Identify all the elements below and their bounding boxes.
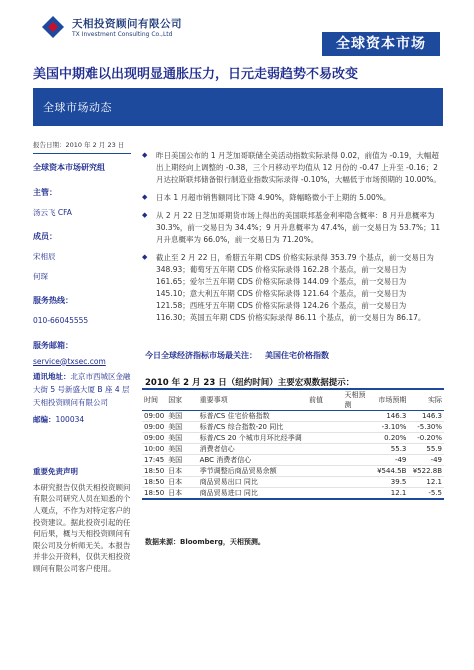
column-header: 市场预期 [378, 396, 407, 404]
table-row [142, 444, 444, 455]
news-bullet: ◆ 从 2 月 22 日芝加哥期货市场上得出的美国联邦基金利率隐含概率：8 月升息概率为 30.3%，前一交易日为 34.4%；9 月升息概率为 47.4%，前一交易日为 53.7%；11 月升息概率为 66.0%，前一交易日为 71.20%。 [142, 210, 442, 246]
cell-time: 18:50 [144, 467, 165, 475]
cell-previous [307, 488, 342, 500]
cell-event: 标普/CS 综合指数-20 同比 [198, 422, 307, 433]
email-link[interactable]: service@txsec.com [33, 356, 106, 366]
report-headline: 美国中期难以出现明显通胀压力，日元走弱趋势不易改变 [33, 67, 359, 82]
cell-event: 消费者信心 [198, 444, 307, 455]
news-bullet: ◆ 日本 1 月超市销售额同比下降 4.90%，降幅略微小于上期的 5.00%。 [142, 192, 442, 204]
column-header: 天相预测 [344, 391, 366, 409]
table-row [142, 488, 444, 500]
lead-label: 主管： [33, 188, 57, 197]
cell-previous [307, 444, 342, 455]
cell-actual: -5.5 [408, 488, 444, 500]
cell-expected: 146.3 [373, 411, 409, 422]
table-row [142, 477, 444, 488]
table-row [142, 422, 444, 433]
hotline-label: 服务热线： [33, 296, 73, 306]
section-title: 全球市场动态 [43, 101, 112, 114]
cell-time: 09:00 [144, 412, 165, 420]
sidebar [33, 140, 131, 600]
key-indicator-value: 美国住宅价格指数 [265, 351, 329, 360]
cell-country: 美国 [166, 411, 197, 422]
column-header: 实际 [428, 396, 442, 404]
cell-expected: 12.1 [373, 488, 409, 500]
research-group: 全球资本市场研究组 [33, 163, 105, 172]
cell-forecast [342, 444, 372, 455]
cell-actual: -5.30% [408, 422, 444, 433]
cell-time: 18:50 [144, 478, 165, 486]
cell-actual: 146.3 [408, 411, 444, 422]
section-bar [33, 88, 443, 126]
cell-country: 美国 [166, 444, 197, 455]
cell-country: 美国 [166, 433, 197, 444]
column-header: 国家 [168, 396, 183, 404]
cell-time: 10:00 [144, 445, 165, 453]
cell-country: 日本 [166, 466, 197, 477]
zip-label: 邮编： [33, 414, 56, 424]
cell-time: 09:00 [144, 423, 165, 431]
column-header: 时间 [144, 396, 158, 404]
data-source-note: 数据来源：Bloomberg，天相预测。 [145, 538, 265, 546]
cell-forecast [342, 422, 372, 433]
main-content [142, 150, 442, 330]
email-label: 服务邮箱： [33, 340, 73, 350]
table-row [142, 433, 444, 444]
company-logo-icon [40, 14, 66, 40]
cell-event: 标普/CS 20 个城市月环比经季调 [198, 433, 307, 444]
cell-previous [307, 411, 342, 422]
news-bullet: ◆ 截止至 2 月 22 日，希腊五年期 CDS 价格实际录得 353.79 个基点，前一交易日为 348.93；葡萄牙五年期 CDS 价格实际录得 162.28 个基点，前一交易日为 161.65；爱尔兰五年期 CDS 价格实际录得 144.09 个基点，前一交易日为 145.10；意大利五年期 CDS 价格实际录得 121.64 个基点，前一交易日为 121.58；西班牙五年期 CDS 价格实际录得 124.26 个基点，前一交易日为 116.30；英国五年期 CDS 价格实际录得 86.11 个基点，前一交易日为 86.17。 [142, 252, 442, 324]
table-row [142, 411, 444, 422]
cell-previous [307, 433, 342, 444]
report-category-banner: 全球资本市场 [322, 32, 440, 56]
column-header: 前值 [309, 396, 324, 404]
disclaimer-text: 本研究报告仅供天相投资顾问有限公司研究人员在知悉的个人观点，不作为对特定客户的投资建议。据此投资引起的任何后果，概与天相投资顾问有限公司及分析师无关。本报告并非公开资料，仅供天相投资顾问有限公司客户使用。 [33, 482, 131, 573]
cell-event: 商品贸易出口 同比 [198, 477, 307, 488]
cell-forecast [342, 488, 372, 500]
cell-country: 日本 [166, 477, 197, 488]
cell-forecast [342, 455, 372, 466]
cell-expected: 0.20% [373, 433, 409, 444]
cell-forecast [342, 466, 372, 477]
zip-block [33, 413, 131, 426]
cell-expected: 39.5 [373, 477, 409, 488]
member-name: 宋相辰 [33, 252, 56, 262]
cell-expected: -49 [373, 455, 409, 466]
cell-actual: -49 [408, 455, 444, 466]
cell-forecast [342, 477, 372, 488]
address-block [33, 370, 131, 409]
cell-event: 季节调整后商品贸易余额 [198, 466, 307, 477]
news-bullet: ◆ 昨日美国公布的 1 月芝加哥联储全美活动指数实际录得 0.02，前值为 -0.19，大幅超出上期经向上调整的 -0.38，三个月移动平均值从 12 月份的 -0.47 上升至 -0.16；2 月达拉斯联邦储备银行制造业指数实际录得 -0.10%，大幅低于市场预期的 10.00%。 [142, 150, 442, 186]
company-name-cn: 天相投资顾问有限公司 [72, 18, 182, 30]
column-header: 重要事项 [199, 396, 228, 404]
cell-expected: 55.3 [373, 444, 409, 455]
table-header-row [142, 389, 444, 411]
disclaimer [33, 466, 131, 575]
cell-forecast [342, 411, 372, 422]
key-indicator [145, 350, 445, 361]
cell-actual: 12.1 [408, 477, 444, 488]
cell-country: 日本 [166, 488, 197, 500]
hotline-number: 010-66045555 [33, 316, 89, 326]
member-name: 何琛 [33, 271, 48, 281]
cell-event: ABC 消费者信心 [198, 455, 307, 466]
address-text: 北京市西城区金融大街 5 号新盛大厦 B 座 4 层 天相投资顾问有限公司 [33, 371, 131, 407]
cell-actual: ¥522.8B [408, 466, 444, 477]
report-date: 报告日期：2010 年 2 月 23 日 [33, 140, 131, 154]
table-row [142, 466, 444, 477]
key-indicator-label: 今日全球经济指标市场最关注： [145, 351, 257, 360]
members-label: 成员： [33, 232, 57, 242]
cell-event: 商品贸易进口 同比 [198, 488, 307, 500]
cell-time: 09:00 [144, 434, 165, 442]
lead-name: 汤云飞 CFA [33, 208, 72, 217]
cell-previous [307, 422, 342, 433]
company-name-en: TX Investment Consulting Co.,Ltd [72, 31, 173, 38]
cell-previous [307, 466, 342, 477]
cell-time: 18:50 [144, 489, 165, 497]
company-logo [40, 14, 220, 44]
cell-expected: -3.10% [373, 422, 409, 433]
address-label: 通讯地址： [33, 371, 71, 381]
cell-actual: -0.20% [408, 433, 444, 444]
cell-country: 美国 [166, 455, 197, 466]
table-row [142, 455, 444, 466]
macro-data-table [142, 388, 444, 500]
cell-event: 标普/CS 住宅价格指数 [198, 411, 307, 422]
cell-previous [307, 455, 342, 466]
cell-previous [307, 477, 342, 488]
cell-country: 美国 [166, 422, 197, 433]
cell-time: 17:45 [144, 456, 165, 464]
zip-code: 100034 [55, 414, 85, 424]
cell-expected: ¥544.5B [373, 466, 409, 477]
cell-forecast [342, 433, 372, 444]
calendar-title: 2010 年 2 月 23 日（纽约时间）主要宏观数据提示： [145, 378, 355, 388]
disclaimer-title: 重要免责声明 [33, 467, 78, 476]
cell-actual: 55.9 [408, 444, 444, 455]
